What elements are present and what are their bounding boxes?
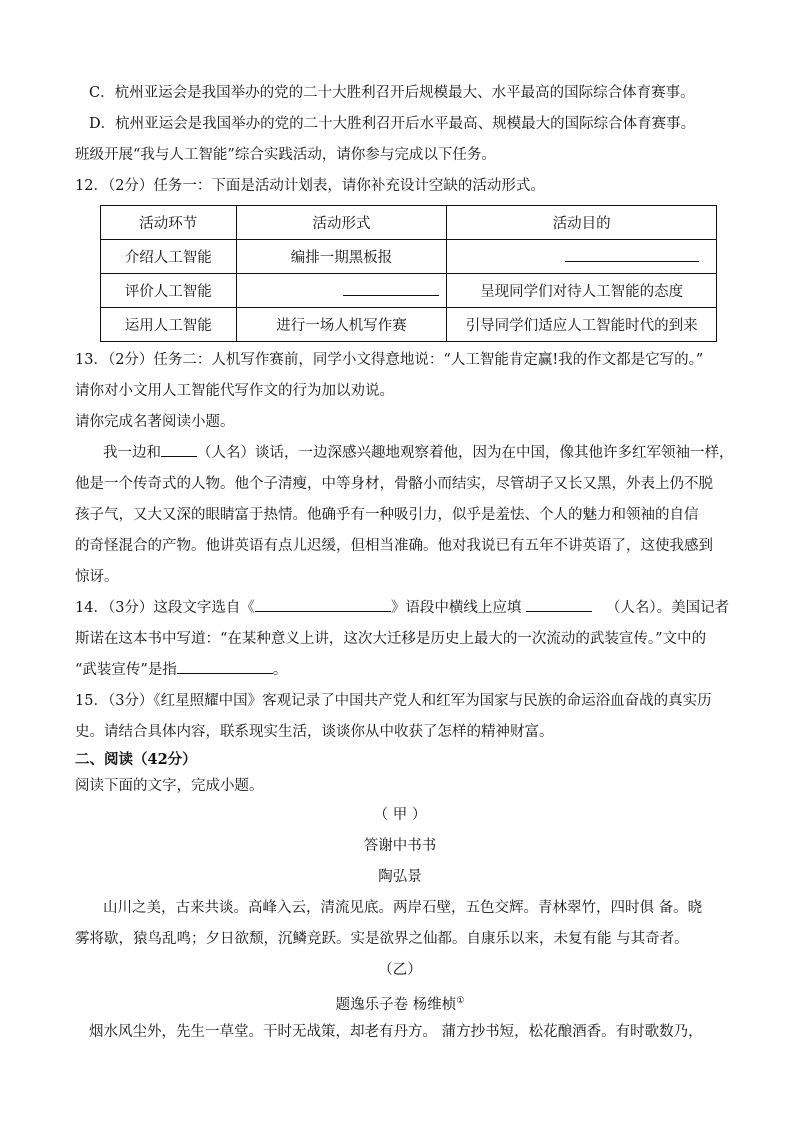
passage-title: 答谢中书书 [363, 838, 437, 854]
table-row [101, 274, 717, 308]
question-14-line3 [75, 655, 725, 686]
poem-line: 烟水风尘外，先生一草堂。干时无战策，却老有丹方。 蒲方抄书短，松花酿酒香。有时歌数乃， [89, 1024, 703, 1040]
table-cell: 评价人工智能 [101, 274, 237, 308]
option-d: D．杭州亚运会是我国举办的党的二十大胜利召开后水平最高、规模最大的国际综合体育赛事。 [89, 116, 696, 132]
question-15-line1: 15．（3分）《红星照耀中国》客观记录了中国共产党人和红军为国家与民族的命运浴血奋战的真实历 [75, 693, 712, 709]
passage-line: 雾将歇，猿鸟乱鸣；夕日欲颓，沉鳞竞跃。实是欲界之仙都。自康乐以来，未复有能 与其奇者。 [75, 931, 689, 947]
passage-text: 我一边和 [103, 445, 161, 461]
question-12: 12．（2分）任务一：下面是活动计划表，请你补充设计空缺的活动形式。 [75, 178, 545, 194]
answer-blank[interactable] [565, 247, 699, 262]
reading-intro: 请你完成名著阅读小题。 [75, 414, 235, 430]
question-13-line1: 13．（2分）任务二：人机写作赛前，同学小文得意地说：“人工智能肯定赢!我的作文都是它写的。” [75, 352, 704, 368]
answer-blank[interactable] [343, 281, 439, 296]
table-cell: 进行一场人机写作赛 [236, 308, 447, 342]
table-header-row [101, 206, 717, 240]
poem-title [75, 986, 725, 1017]
table-cell-blank [236, 274, 447, 308]
reading-instruction: 阅读下面的文字，完成小题。 [75, 778, 264, 794]
table-cell-blank [447, 240, 717, 274]
passage-line: 山川之美，古来共谈。高峰入云，清流见底。两岸石壁，五色交辉。青林翠竹，四时俱 备。晓 [103, 900, 703, 916]
table-cell: 介绍人工智能 [101, 240, 237, 274]
question-text: 。 [272, 662, 288, 678]
passage-author: 陶弘景 [378, 869, 422, 885]
question-text: 14．（3分）这段文字选自《 [75, 600, 255, 616]
passage-jia-label: （ 甲 ） [373, 807, 427, 823]
passage-line: 孩子气，又大又深的眼睛富于热情。他确乎有一种吸引力，似乎是羞怯、个人的魅力和领袖的自信 [75, 507, 699, 523]
table-cell: 运用人工智能 [101, 308, 237, 342]
answer-blank[interactable] [161, 440, 197, 457]
table-header-cell: 活动环节 [101, 206, 237, 240]
table-header-cell: 活动形式 [236, 206, 447, 240]
question-text: （人名）。美国记者 [605, 600, 730, 616]
table-header-cell: 活动目的 [447, 206, 717, 240]
question-14-line1 [75, 593, 730, 624]
exam-page [75, 78, 734, 1048]
table-cell: 引导同学们适应人工智能时代的到来 [447, 308, 717, 342]
passage-line [75, 438, 734, 469]
answer-blank[interactable] [177, 657, 273, 674]
question-13-line2: 请你对小文用人工智能代写作文的行为加以劝说。 [75, 383, 394, 399]
question-text: “武装宣传”是指 [75, 662, 177, 678]
table-row [101, 240, 717, 274]
passage-line: 惊讶。 [75, 569, 119, 585]
option-c: C．杭州亚运会是我国举办的党的二十大胜利召开后规模最大、水平最高的国际综合体育赛事。 [89, 85, 695, 101]
activity-intro: 班级开展“我与人工智能”综合实践活动，请你参与完成以下任务。 [75, 147, 496, 163]
activity-plan-table [100, 205, 717, 342]
table-cell: 呈现同学们对待人工智能的态度 [447, 274, 717, 308]
passage-text: （人名）谈话，一边深感兴趣地观察着他，因为在中国，像其他许多红军领袖一样， [197, 445, 734, 461]
answer-blank[interactable] [255, 595, 391, 612]
question-text: 》语段中横线上应填 [390, 600, 522, 616]
passage-line: 他是一个传奇式的人物。他个子清瘦，中等身材，骨骼小而结实，尽管胡子又长又黑，外表上仍不脱 [75, 476, 713, 492]
question-14-line2: 斯诺在这本书中写道：“在某种意义上讲，这次大迁移是历史上最大的一次流动的武装宣传。”文中的 [75, 631, 707, 647]
footnote-marker: ① [456, 996, 465, 1006]
poem-title-text: 题逸乐子卷 杨维桢 [335, 996, 457, 1013]
passage-line: 的奇怪混合的产物。他讲英语有点儿迟缓，但相当准确。他对我说已有五年不讲英语了，这使我感到 [75, 538, 713, 554]
passage-yi-label: （乙） [378, 962, 422, 978]
section-heading: 二、阅读（42分） [75, 751, 197, 768]
table-cell: 编排一期黑板报 [236, 240, 447, 274]
answer-blank[interactable] [526, 595, 592, 612]
question-15-line2: 史。请结合具体内容，联系现实生活，谈谈你从中收获了怎样的精神财富。 [75, 724, 554, 740]
table-row [101, 308, 717, 342]
